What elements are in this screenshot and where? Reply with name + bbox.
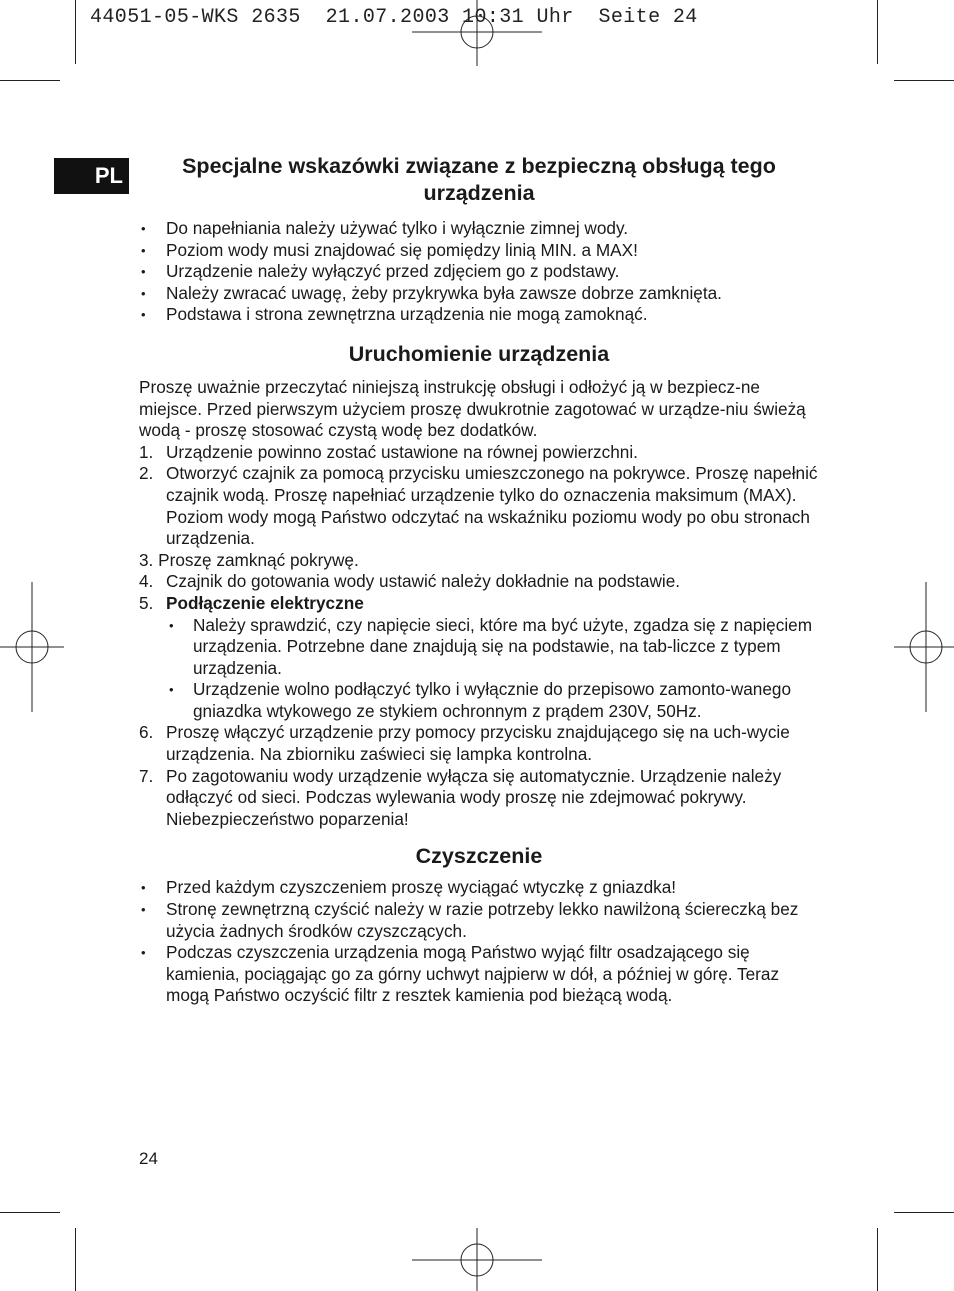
list-item: • Do napełniania należy używać tylko i wyłącznie zimnej wody. xyxy=(139,218,819,240)
registration-mark-left xyxy=(0,582,64,712)
step-item xyxy=(139,593,819,723)
step-number: 4. xyxy=(139,571,154,592)
registration-mark-bottom xyxy=(412,1228,542,1291)
main-content xyxy=(139,153,819,1007)
step-text: Urządzenie powinno zostać ustawione na równej powierzchni. xyxy=(166,441,638,462)
crop-mark-top-left-h xyxy=(0,80,60,81)
step-number: 2. xyxy=(139,463,154,484)
list-item: • Podstawa i strona zewnętrzna urządzenia nie mogą zamoknąć. xyxy=(139,304,819,326)
list-item: • Stronę zewnętrzną czyścić należy w razie potrzeby lekko nawilżoną ściereczką bez użycia żadnych środków czyszczących. xyxy=(139,899,819,942)
list-item: • Urządzenie wolno podłączyć tylko i wyłącznie do przepisowo zamonto-wanego gniazdka wtykowego ze stykiem ochronnym z prądem 230V, 50Hz. xyxy=(166,679,819,722)
registration-mark-top xyxy=(412,0,542,66)
startup-intro: Proszę uważnie przeczytać niniejszą instrukcję obsługi i odłożyć ją w bezpiecz-ne miejsce. Przed pierwszym użyciem proszę dwukrotnie zagotować w urządze-niu świeżą wodą - proszę stosować czystą wodę bez dodatków. xyxy=(139,376,806,441)
step-text: Czajnik do gotowania wody ustawić należy dokładnie na podstawie. xyxy=(166,571,681,592)
crop-mark-top-right-v xyxy=(877,0,878,64)
language-badge-label: PL xyxy=(94,163,123,188)
step-item xyxy=(139,722,819,765)
section-heading-startup: Uruchomienie urządzenia xyxy=(348,341,610,366)
step-text: Proszę zamknąć pokrywę. xyxy=(158,549,359,570)
step-number: 1. xyxy=(139,441,154,462)
registration-mark-right xyxy=(894,582,954,712)
step-number: 3. xyxy=(139,549,154,570)
step-number: 7. xyxy=(139,765,154,786)
step-text-electrical: Podłączenie elektryczne xyxy=(166,592,364,613)
page-title: Specjalne wskazówki związane z bezpieczną obsługą tego urządzenia xyxy=(182,154,776,205)
list-item: • Należy zwracać uwagę, żeby przykrywka była zawsze dobrze zamknięta. xyxy=(139,283,819,305)
print-header: 44051-05-WKS 2635 21.07.2003 10:31 Uhr Seite 24 xyxy=(90,6,698,29)
crop-mark-bottom-right-h xyxy=(894,1212,954,1213)
cleaning-list xyxy=(139,877,819,1007)
list-item: • Poziom wody musi znajdować się pomiędzy linią MIN. a MAX! xyxy=(139,240,819,262)
list-item: • Urządzenie należy wyłączyć przed zdjęciem go z podstawy. xyxy=(139,261,819,283)
step-number: 6. xyxy=(139,722,154,743)
crop-mark-top-right-h xyxy=(894,80,954,81)
crop-mark-bottom-left-h xyxy=(0,1212,60,1213)
language-badge xyxy=(54,158,129,194)
startup-steps xyxy=(139,442,819,831)
crop-mark-bottom-right-v xyxy=(877,1228,878,1291)
step-item xyxy=(139,442,819,464)
crop-mark-bottom-left-v xyxy=(75,1228,76,1291)
step-text: Proszę włączyć urządzenie przy pomocy przycisku znajdującego się na uch-wycie urządzenia. Na zbiorniku zaświeci się lampka kontrolna. xyxy=(166,722,790,765)
step-text: Po zagotowaniu wody urządzenie wyłącza się automatycznie. Urządzenie należy odłączyć od sieci. Podczas wylewania wody proszę nie zdejmować pokrywy. Niebezpieczeństwo poparzenia! xyxy=(166,765,782,829)
electrical-list xyxy=(166,615,819,723)
step-item xyxy=(139,463,819,549)
step-item xyxy=(139,766,819,831)
step-number: 5. xyxy=(139,592,154,613)
list-item: • Podczas czyszczenia urządzenia mogą Państwo wyjąć filtr osadzającego się kamienia, pociągając go za górny uchwyt najpierw w dół, a później w górę. Teraz mogą Państwo oczyścić filtr z resztek kamienia pod bieżącą wodą. xyxy=(139,942,819,1007)
step-item xyxy=(139,550,819,572)
crop-mark-top-left-v xyxy=(75,0,76,64)
list-item: • Należy sprawdzić, czy napięcie sieci, które ma być użyte, zgadza się z napięciem urządzenia. Potrzebne dane znajdują się na podstawie, na tab-liczce z typem urządzenia. xyxy=(166,615,819,680)
page-number: 24 xyxy=(139,1149,158,1168)
step-item xyxy=(139,571,819,593)
step-text: Otworzyć czajnik za pomocą przycisku umieszczonego na pokrywce. Proszę napełnić czajnik wodą. Proszę napełniać urządzenie tylko do oznaczenia maksimum (MAX). Poziom wody mogą Państwo odczytać na wskaźniku poziomu wody po obu stronach urządzenia. xyxy=(166,463,818,549)
section-heading-cleaning: Czyszczenie xyxy=(415,844,543,869)
list-item: • Przed każdym czyszczeniem proszę wyciągać wtyczkę z gniazdka! xyxy=(139,877,819,899)
safety-list xyxy=(139,218,819,326)
